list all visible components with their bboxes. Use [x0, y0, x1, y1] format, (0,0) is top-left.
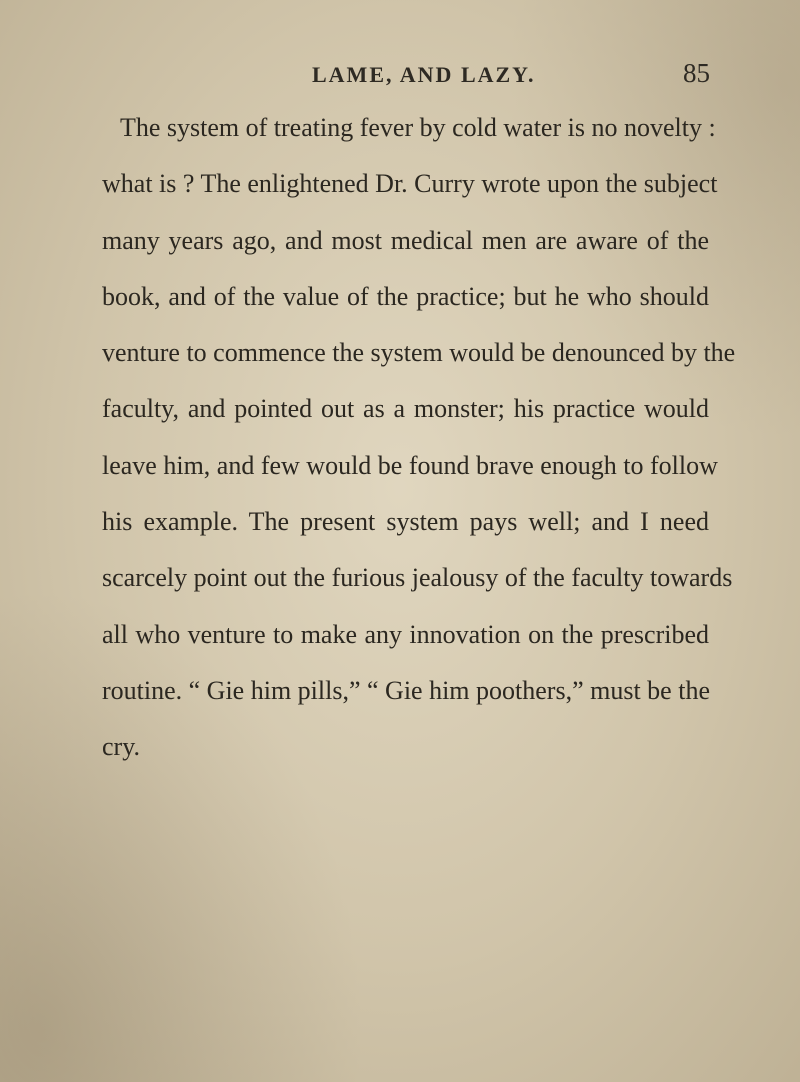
text-line: scarcely point out the furious jealousy of the faculty towards [102, 563, 733, 593]
text-line: faculty, and pointed out as a monster; his practice would [102, 394, 709, 424]
text-line: what is ? The enlightened Dr. Curry wrote upon the subject [102, 169, 718, 199]
page-number: 85 [683, 58, 710, 88]
text-line: book, and of the value of the practice; but he who should [102, 281, 709, 311]
text-line: leave him, and few would be found brave enough to follow [102, 450, 718, 480]
page-title: LAME, AND LAZY. [312, 62, 536, 87]
text-line: many years ago, and most medical men are aware of the [102, 225, 709, 255]
text-line: venture to commence the system would be denounced by the [102, 338, 736, 368]
running-head [100, 58, 710, 94]
text-line: his example. The present system pays well; and I need [102, 507, 709, 537]
body-paragraph [102, 100, 736, 776]
text-line: routine. “ Gie him pills,” “ Gie him poothers,” must be the [102, 675, 710, 705]
text-line: all who venture to make any innovation on the prescribed [102, 619, 709, 649]
text-line: cry. [102, 732, 141, 762]
text-line: The system of treating fever by cold water is no novelty : [120, 113, 716, 142]
